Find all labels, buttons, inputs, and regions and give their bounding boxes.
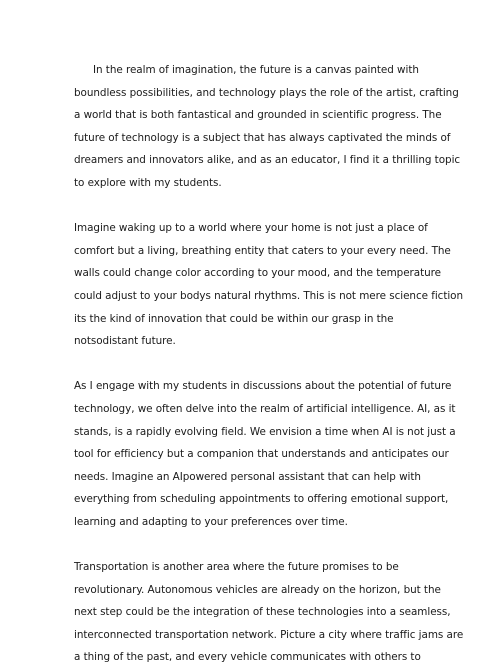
text-line: revolutionary. Autonomous vehicles are already on the horizon, but the xyxy=(74,583,441,596)
text-line: stands, is a rapidly evolving field. We envision a time when AI is not just a xyxy=(74,425,456,438)
text-line: a thing of the past, and every vehicle communicates with others to xyxy=(74,651,421,664)
text-line: needs. Imagine an AIpowered personal assistant that can help with xyxy=(74,470,421,483)
text-line: could adjust to your bodys natural rhythms. This is not mere science fiction xyxy=(74,289,464,302)
text-line: walls could change color according to your mood, and the temperature xyxy=(74,267,441,280)
text-line: As I engage with my students in discussions about the potential of future xyxy=(74,380,452,393)
text-line: notsodistant future. xyxy=(74,335,176,348)
paragraph-3 xyxy=(74,375,472,533)
text-line: its the kind of innovation that could be within our grasp in the xyxy=(74,312,394,325)
text-line: to explore with my students. xyxy=(74,176,222,189)
text-line: dreamers and innovators alike, and as an educator, I find it a thrilling topic xyxy=(74,154,461,167)
text-line: tool for efficiency but a companion that understands and anticipates our xyxy=(74,448,449,461)
text-line: learning and adapting to your preferences over time. xyxy=(74,515,348,528)
text-line: next step could be the integration of these technologies into a seamless, xyxy=(74,606,451,619)
paragraph-2 xyxy=(74,217,472,353)
text-line: Transportation is another area where the future promises to be xyxy=(74,561,399,574)
paragraph-4 xyxy=(74,556,472,669)
text-line: comfort but a living, breathing entity that caters to your every need. The xyxy=(74,244,451,257)
text-line: boundless possibilities, and technology plays the role of the artist, crafting xyxy=(74,86,459,99)
text-line: everything from scheduling appointments to offering emotional support, xyxy=(74,493,449,506)
text-line: a world that is both fantastical and grounded in scientific progress. The xyxy=(74,109,442,122)
text-line: interconnected transportation network. Picture a city where traffic jams are xyxy=(74,628,464,641)
text-line: future of technology is a subject that has always captivated the minds of xyxy=(74,131,451,144)
text-line: technology, we often delve into the realm of artificial intelligence. AI, as it xyxy=(74,402,456,415)
text-line: Imagine waking up to a world where your home is not just a place of xyxy=(74,222,428,235)
text-line: In the realm of imagination, the future is a canvas painted with xyxy=(93,64,419,76)
paragraph-1 xyxy=(74,59,472,195)
